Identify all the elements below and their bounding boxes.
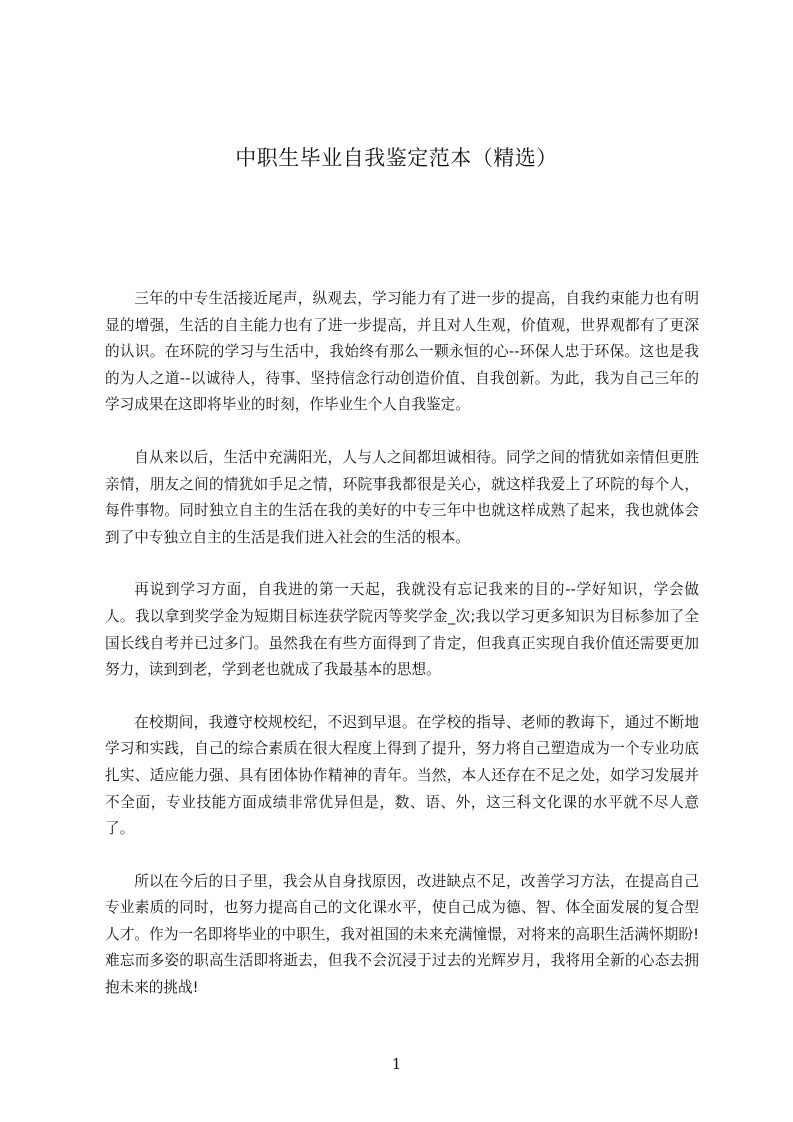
document-body xyxy=(105,286,699,1028)
document-title: 中职生毕业自我鉴定范本（精选） xyxy=(235,146,558,170)
paragraph-2: 自从来以后，生活中充满阳光，人与人之间都坦诚相待。同学之间的情犹如亲情但更胜亲情，朋友之间的情犹如手足之情，环院事我都很是关心，就这样我爱上了环院的每个人，每件事物。同时独立自主的生活在我的美好的中专三年中也就这样成熟了起来，我也就体会到了中专独立自主的生活是我们进入社会的生活的根本。 xyxy=(105,448,699,546)
paragraph-4: 在校期间，我遵守校规校纪，不迟到早退。在学校的指导、老师的教诲下，通过不断地学习和实践，自己的综合素质在很大程度上得到了提升，努力将自己塑造成为一个专业功底扎实、适应能力强、具有团体协作精神的青年。当然，本人还存在不足之处，如学习发展并不全面，专业技能方面成绩非常优异但是，数、语、外，这三科文化课的水平就不尽人意了。 xyxy=(105,713,699,838)
page-number: 1 xyxy=(391,1055,402,1073)
paragraph-5: 所以在今后的日子里，我会从自身找原因，改进缺点不足，改善学习方法，在提高自己专业素质的同时，也努力提高自己的文化课水平，使自己成为德、智、体全面发展的复合型人才。作为一名即将毕业的中职生，我对祖国的未来充满憧憬，对将来的高职生活满怀期盼!难忘而多姿的职高生活即将逝去，但我不会沉浸于过去的光辉岁月，我将用全新的心态去拥抱未来的挑战! xyxy=(105,872,699,997)
paragraph-1: 三年的中专生活接近尾声，纵观去，学习能力有了进一步的提高，自我约束能力也有明显的增强，生活的自主能力也有了进一步提高，并且对人生观，价值观，世界观都有了更深的认识。在环院的学习与生活中，我始终有那么一颗永恒的心--环保人忠于环保。这也是我的为人之道--以诚待人，待事、坚持信念行动创造价值、自我创新。为此，我为自己三年的学习成果在这即将毕业的时刻，作毕业生个人自我鉴定。 xyxy=(105,290,699,414)
paragraph-3: 再说到学习方面，自我进的第一天起，我就没有忘记我来的目的--学好知识，学会做人。我以拿到奖学金为短期目标连获学院丙等奖学金_次;我以学习更多知识为目标参加了全国长线自考并已过多门。虽然我在有些方面得到了肯定，但我真正实现自我价值还需要更加努力，读到到老，学到老也就成了我最基本的思想。 xyxy=(105,581,699,679)
